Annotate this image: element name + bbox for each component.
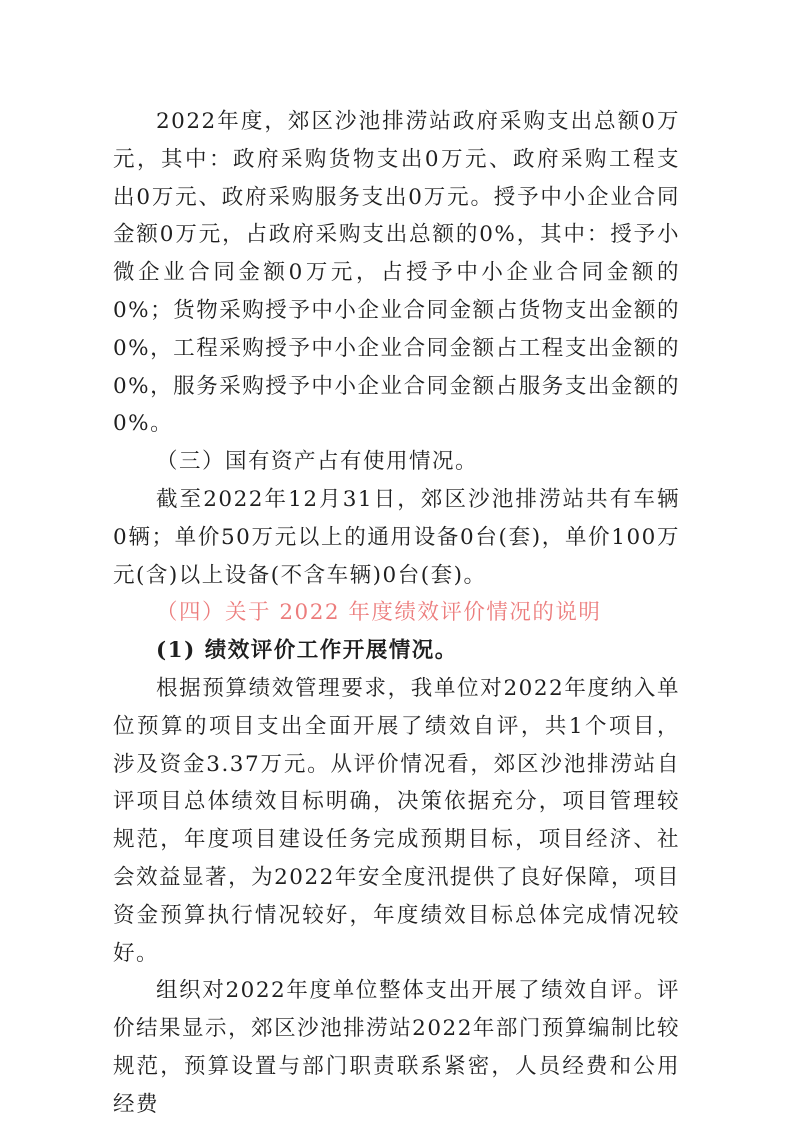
- paragraph-overall-expenditure-evaluation: 组织对2022年度单位整体支出开展了绩效自评。评价结果显示，郊区沙池排涝站2022年部门预算编制比较规范，预算设置与部门职责联系紧密，人员经费和公用经费: [113, 978, 680, 1117]
- subsection-heading-evaluation-work: (1) 绩效评价工作开展情况。: [156, 638, 458, 664]
- paragraph-project-self-evaluation: 根据预算绩效管理要求，我单位对2022年度纳入单位预算的项目支出全面开展了绩效自评，共1个项目，涉及资金3.37万元。从评价情况看，郊区沙池排涝站自评项目总体绩效目标明确，决策依据充分，项目管理较规范，年度项目建设任务完成预期目标，项目经济、社会效益显著，为2022年安全度汛提供了良好保障，项目资金预算执行情况较好，年度绩效目标总体完成情况较好。: [113, 675, 680, 966]
- section-heading-state-assets: （三）国有资产占有使用情况。: [156, 449, 479, 475]
- paragraph-state-assets-detail: 截至2022年12月31日，郊区沙池排涝站共有车辆0辆；单价50万元以上的通用设备0台(套)，单价100万元(含)以上设备(不含车辆)0台(套)。: [113, 486, 680, 588]
- document-body: [113, 103, 680, 1122]
- section-heading-performance-evaluation: （四）关于 2022 年度绩效评价情况的说明: [156, 600, 602, 626]
- paragraph-procurement-summary: 2022年度，郊区沙池排涝站政府采购支出总额0万元，其中：政府采购货物支出0万元、政府采购工程支出0万元、政府采购服务支出0万元。授予中小企业合同金额0万元，占政府采购支出总额的0%，其中：授予小微企业合同金额0万元，占授予中小企业合同金额的0%；货物采购授予中小企业合同金额占货物支出金额的0%，工程采购授予中小企业合同金额占工程支出金额的0%，服务采购授予中小企业合同金额占服务支出金额的0%。: [113, 109, 680, 437]
